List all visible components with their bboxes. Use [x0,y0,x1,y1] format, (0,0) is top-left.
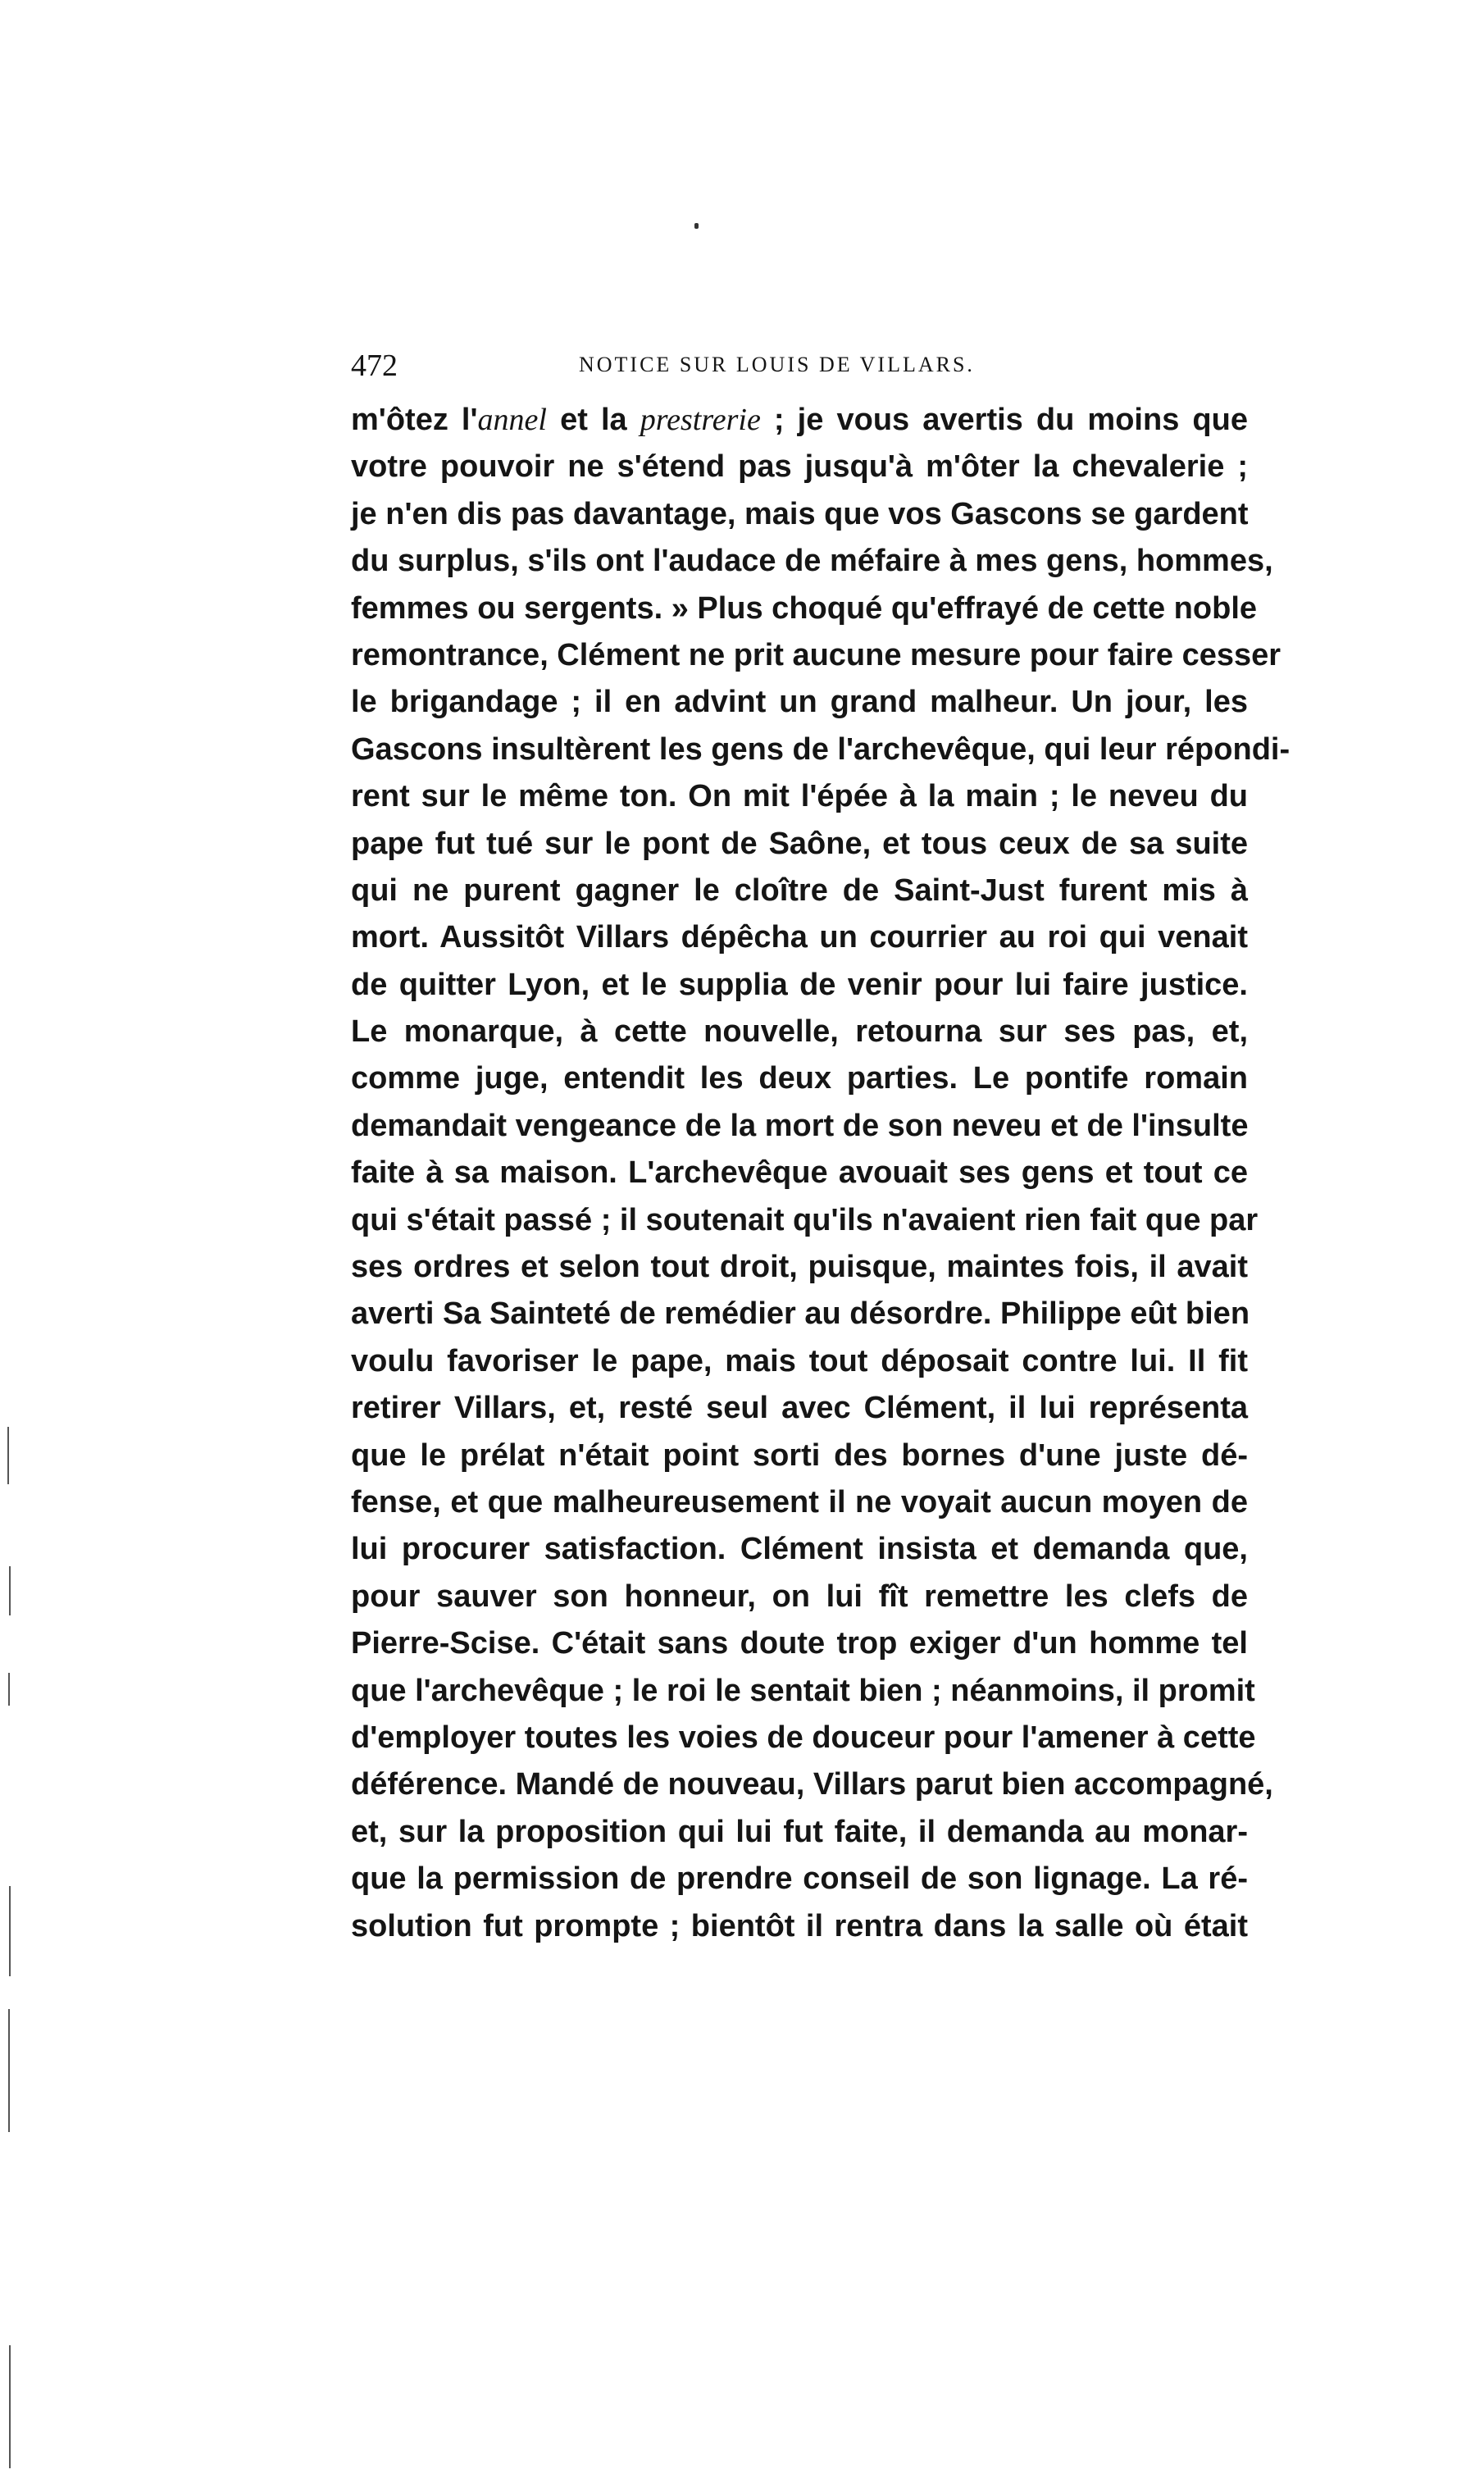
text-line: Pierre-Scise. C'était sans doute trop exiger d'un homme tel [351,1626,1248,1661]
text-line: retirer Villars, et, resté seul avec Clément, il lui représenta [351,1391,1248,1426]
text-line: de quitter Lyon, et le supplia de venir pour lui faire justice. [351,967,1248,1002]
scan-artifact-left-6 [9,2345,11,2468]
text-line: comme juge, entendit les deux parties. Le pontife romain [351,1061,1248,1096]
text-line: rent sur le même ton. On mit l'épée à la main ; le neveu du [351,779,1248,814]
page-header [351,344,1271,394]
text-line: pour sauver son honneur, on lui fît remettre les clefs de [351,1579,1248,1614]
text-line: averti Sa Sainteté de remédier au désordre. Philippe eût bien [351,1296,1250,1332]
scan-speck [694,223,699,229]
running-title: NOTICE SUR LOUIS DE VILLARS. [579,353,975,376]
text-line: solution fut prompte ; bientôt il rentra dans la salle où était [351,1908,1248,1943]
text-line: et, sur la proposition qui lui fut faite, il demanda au monar- [351,1814,1248,1849]
scan-artifact-left-1 [7,1427,9,1484]
scan-artifact-left-3 [8,1673,10,1706]
text-line: qui s'était passé ; il soutenait qu'ils n'avaient rien fait que par [351,1202,1259,1237]
page-number: 472 [351,349,398,383]
text-line: déférence. Mandé de nouveau, Villars parut bien accompagné, [351,1767,1273,1802]
scan-artifact-left-2 [9,1566,11,1615]
text-line: fense, et que malheureusement il ne voyait aucun moyen de [351,1484,1248,1519]
text-line: que la permission de prendre conseil de son lignage. La ré- [351,1861,1248,1897]
text-line: demandait vengeance de la mort de son neveu et de l'insulte [351,1108,1249,1143]
text-line: femmes ou sergents. » Plus choqué qu'effrayé de cette noble [351,590,1258,626]
text-line: qui ne purent gagner le cloître de Saint-Just furent mis à [351,873,1248,908]
text-line: Le monarque, à cette nouvelle, retourna sur ses pas, et, [351,1014,1248,1050]
text-line: m'ôtez l'annel et la prestrerie ; je vous avertis du moins que [351,403,1248,437]
text-line: faite à sa maison. L'archevêque avouait ses gens et tout ce [351,1155,1248,1191]
text-line: voulu favoriser le pape, mais tout déposait contre lui. Il fit [351,1343,1248,1378]
text-line: que le prélat n'était point sorti des bornes d'une juste dé- [351,1437,1248,1473]
text-line: remontrance, Clément ne prit aucune mesure pour faire cesser [351,637,1281,672]
scan-artifact-left-5 [8,2009,10,2132]
text-line: votre pouvoir ne s'étend pas jusqu'à m'ôter la chevalerie ; [351,449,1248,485]
italic-term: annel [477,403,547,437]
text-line: je n'en dis pas davantage, mais que vos Gascons se gardent [351,496,1249,531]
text-line: Gascons insultèrent les gens de l'archevêque, qui leur répondi- [351,731,1291,767]
scan-artifact-left-4 [9,1886,11,1976]
text-line: du surplus, s'ils ont l'audace de méfaire à mes gens, hommes, [351,544,1273,579]
text-line: mort. Aussitôt Villars dépêcha un courrier au roi qui venait [351,920,1248,955]
body-text [351,397,1291,1950]
text-line: le brigandage ; il en advint un grand malheur. Un jour, les [351,685,1248,720]
text-line: ses ordres et selon tout droit, puisque, maintes fois, il avait [351,1250,1248,1285]
text-line: pape fut tué sur le pont de Saône, et tous ceux de sa suite [351,826,1248,861]
text-line: que l'archevêque ; le roi le sentait bien ; néanmoins, il promit [351,1673,1255,1708]
text-line: d'employer toutes les voies de douceur pour l'amener à cette [351,1720,1256,1755]
text-line: lui procurer satisfaction. Clément insista et demanda que, [351,1532,1248,1567]
italic-term: prestrerie [640,403,761,437]
